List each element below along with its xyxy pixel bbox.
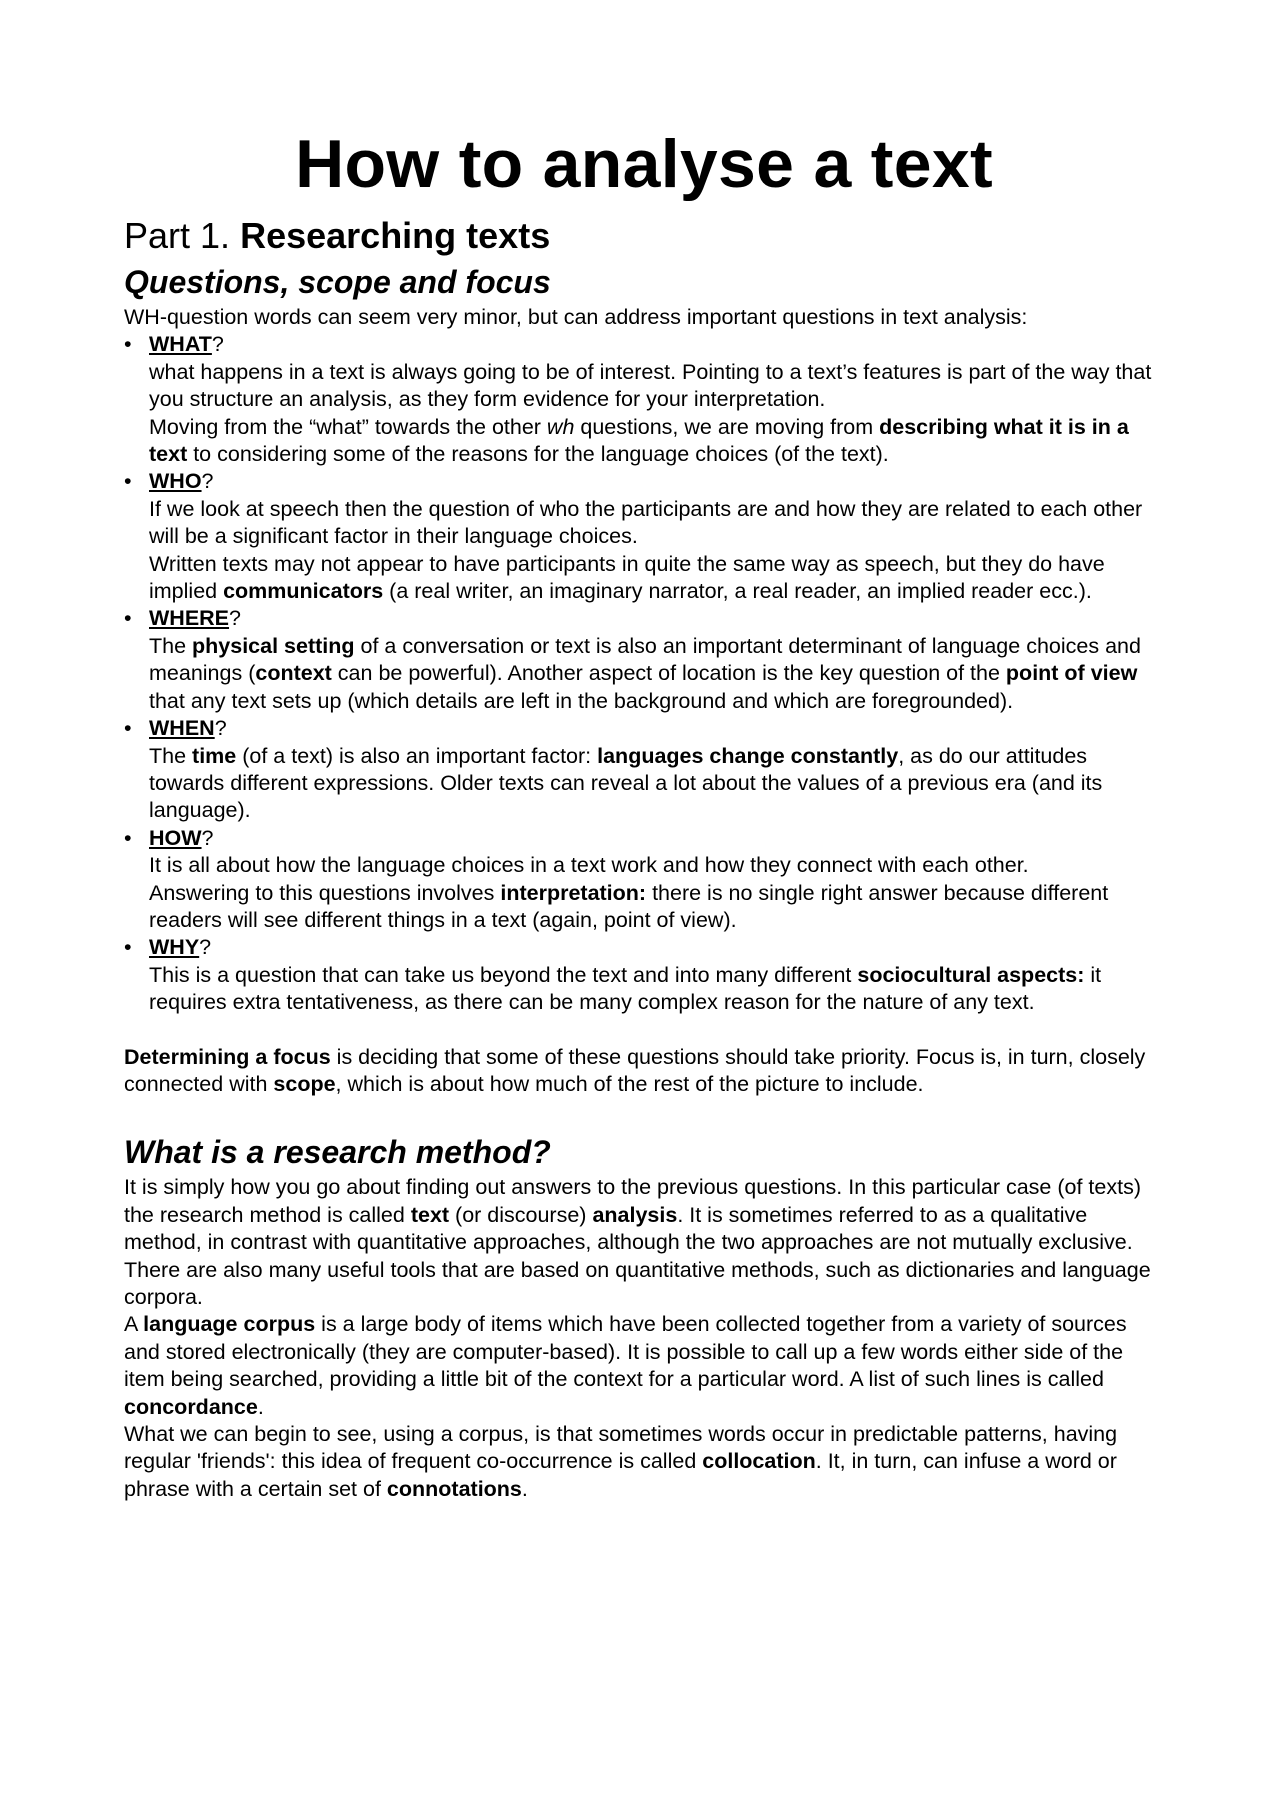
- when-paragraph: The time (of a text) is also an important factor: languages change constantly, as do our attitudes towards different expressions. Older texts can reveal a lot about the values of a previous era (and its language).: [149, 743, 1103, 823]
- what-paragraph-2: Moving from the “what” towards the other wh questions, we are moving from describing what it is in a text to considering some of the reasons for the language choices (of the text).: [149, 414, 1129, 467]
- question-word-where: WHERE: [149, 606, 230, 631]
- question-word-how: HOW: [149, 825, 202, 850]
- part-heading: [124, 212, 1164, 260]
- list-item-why: • WHY? This is a question that can take us beyond the text and into many different sociocultural aspects: it requires extra tentativeness, as there can be many complex reason for the nature of any text.: [124, 934, 1164, 1016]
- list-item-who: • WHO? If we look at speech then the question of who the participants are and how they are related to each other will be a significant factor in their language choices. Written texts may not appear to have participants in quite the same way as speech, but they do have implied communicators (a real writer, an imaginary narrator, a real reader, an implied reader ecc.).: [124, 468, 1164, 605]
- list-item-how: • HOW? It is all about how the language choices in a text work and how they connect with each other. Answering to this questions involves interpretation: there is no single right answer because different readers will see different things in a text (again, point of view).: [124, 825, 1164, 935]
- how-paragraph-2: Answering to this questions involves interpretation: there is no single right answer because different readers will see different things in a text (again, point of view).: [149, 880, 1109, 932]
- research-method-paragraph-1: It is simply how you go about finding out answers to the previous questions. In this particular case (of texts) the research method is called text (or discourse) analysis. It is sometimes referred to as a qualitative method, in contrast with quantitative approaches, although the two approaches are not mutually exclusive. There are also many useful tools that are based on quantitative methods, such as dictionaries and language corpora.: [124, 1175, 1151, 1309]
- who-paragraph-1: If we look at speech then the question of who the participants are and how they are related to each other will be a significant factor in their language choices.: [149, 496, 1143, 549]
- question-word-what: WHAT: [149, 332, 212, 357]
- how-paragraph-1: It is all about how the language choices in a text work and how they connect with each other.: [149, 853, 1029, 878]
- list-item-what: • WHAT? what happens in a text is always going to be of interest. Pointing to a text’s features is part of the way that you structure an analysis, as they form evidence for your interpretation. Moving from the “what” towards the other wh questions, we are moving from describing what it is in a text to considering some of the reasons for the language choices (of the text).: [124, 331, 1164, 468]
- question-word-why: WHY: [149, 935, 200, 960]
- research-method-paragraph-2: A language corpus is a large body of items which have been collected together from a variety of sources and stored electronically (they are computer-based). It is possible to call up a few words either side of the item being searched, providing a little bit of the context for a particular word. A list of such lines is called concordance.: [124, 1312, 1127, 1419]
- section-heading-research-method: What is a research method?: [124, 1134, 551, 1171]
- bullet: •: [124, 469, 132, 494]
- what-paragraph-1: what happens in a text is always going to be of interest. Pointing to a text’s features is part of the way that you structure an analysis, as they form evidence for your interpretation.: [149, 359, 1152, 412]
- research-method-paragraph-3: What we can begin to see, using a corpus, is that sometimes words occur in predictable patterns, having regular 'friends': this idea of frequent co-occurrence is called collocation. It, in turn, can infuse a word or phrase with a certain set of connotations.: [124, 1422, 1118, 1501]
- who-paragraph-2: Written texts may not appear to have participants in quite the same way as speech, but they do have implied communicators (a real writer, an imaginary narrator, a real reader, an implied reader ecc.).: [149, 551, 1105, 604]
- list-item-where: • WHERE? The physical setting of a conversation or text is also an important determinant of language choices and meanings (context can be powerful). Another aspect of location is the key question of the point of view that any text sets up (which details are left in the background and which are foregrounded).: [124, 605, 1164, 715]
- focus-paragraph: Determining a focus is deciding that some of these questions should take priority. Focus is, in turn, closely connected with scope, which is about how much of the rest of the picture to include.: [124, 1044, 1146, 1096]
- intro-paragraph: WH-question words can seem very minor, but can address important questions in text analysis:: [124, 305, 1028, 329]
- bullet: •: [124, 716, 132, 741]
- question-word-who: WHO: [149, 469, 202, 494]
- wh-question-list: [124, 331, 1164, 1016]
- bullet: •: [124, 935, 132, 960]
- document-title: How to analyse a text: [295, 126, 993, 202]
- list-item-when: • WHEN? The time (of a text) is also an important factor: languages change constantly, as do our attitudes towards different expressions. Older texts can reveal a lot about the values of a previous era (and its language).: [124, 715, 1164, 825]
- why-paragraph: This is a question that can take us beyond the text and into many different sociocultural aspects: it requires extra tentativeness, as there can be many complex reason for the nature of any text.: [149, 962, 1102, 1015]
- bullet: •: [124, 606, 132, 631]
- section-heading-questions: Questions, scope and focus: [124, 264, 551, 300]
- bullet: •: [124, 332, 132, 357]
- part-name: Researching texts: [240, 215, 551, 256]
- bullet: •: [124, 825, 132, 850]
- where-paragraph: The physical setting of a conversation or text is also an important determinant of language choices and meanings (context can be powerful). Another aspect of location is the key question of the point of view that any text sets up (which details are left in the background and which are foregrounded).: [149, 633, 1141, 713]
- question-word-when: WHEN: [149, 716, 215, 741]
- part-prefix: Part 1.: [124, 215, 231, 256]
